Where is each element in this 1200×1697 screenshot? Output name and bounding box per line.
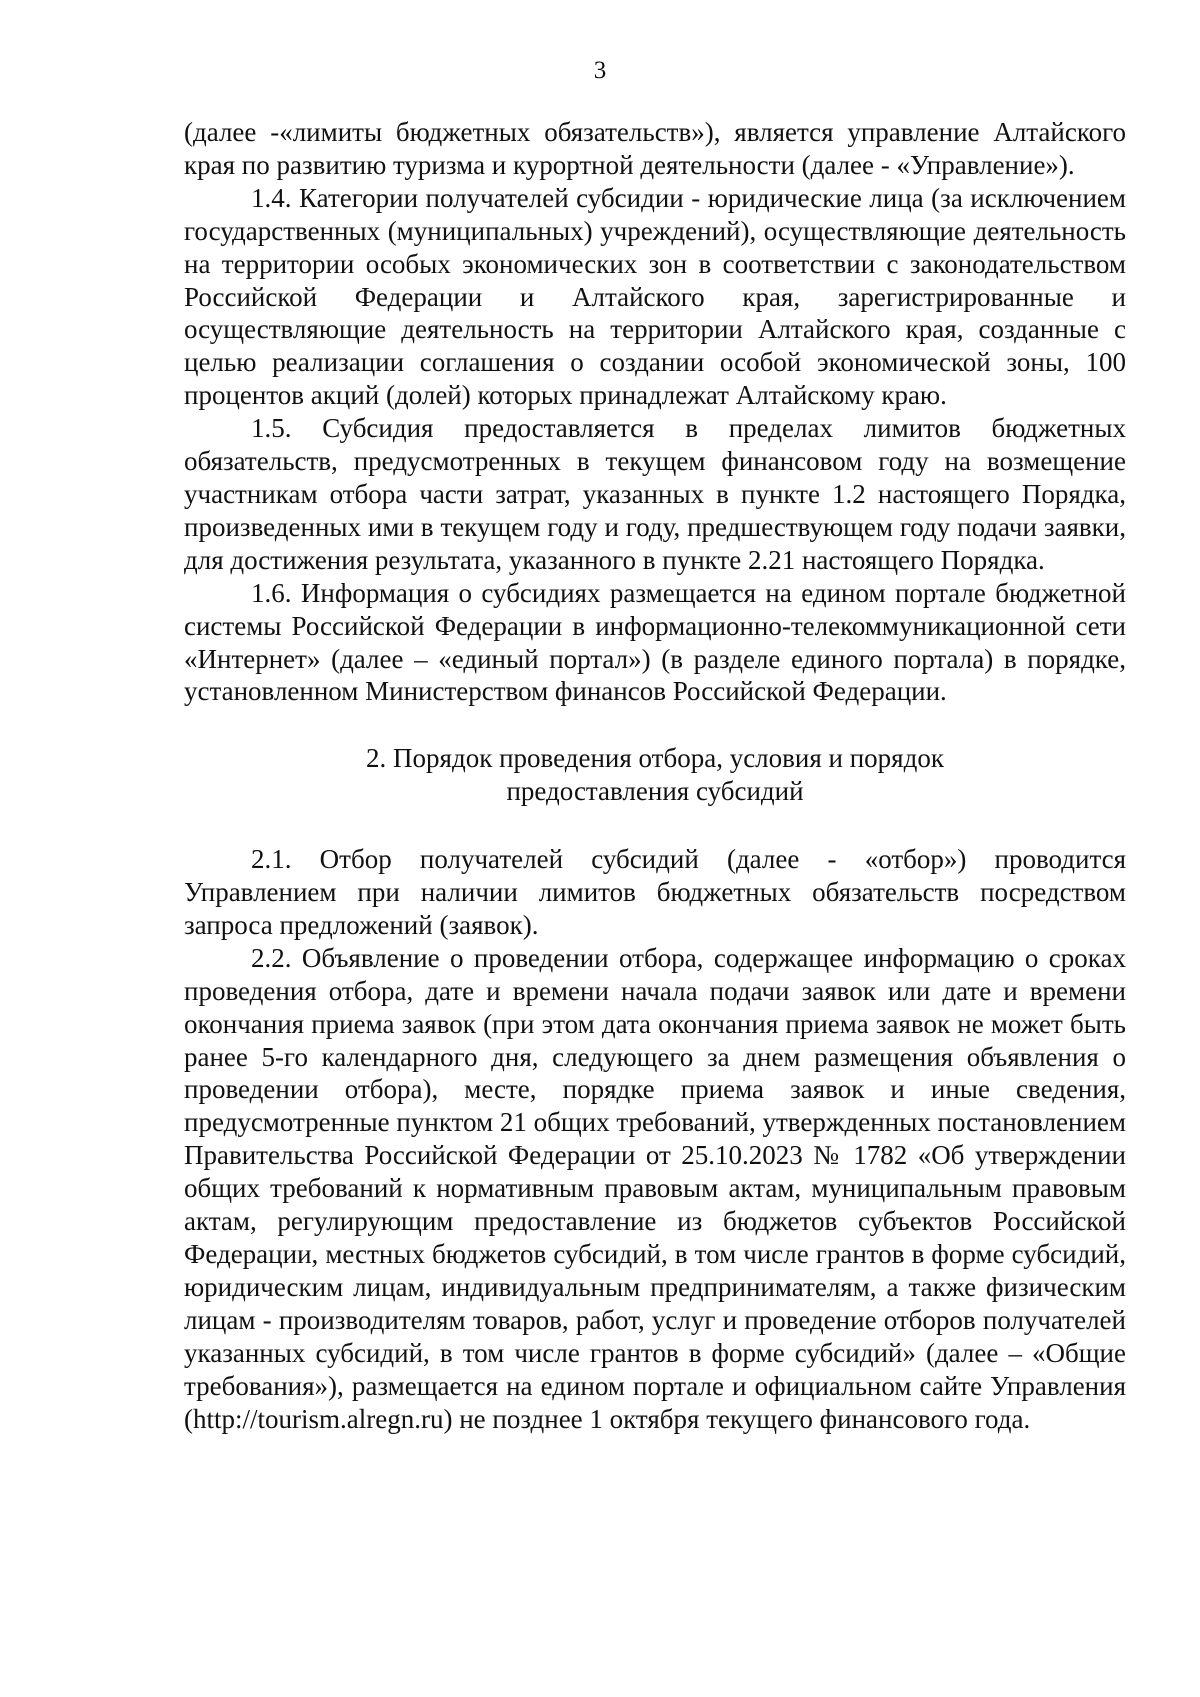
page-number: 3 — [593, 57, 607, 84]
paragraph-2-1: 2.1. Отбор получателей субсидий (далее - «отбор») проводится Управлением при наличии лимитов бюджетных обязательств посредством запроса предложений (заявок). — [184, 844, 1126, 940]
section-heading-line-2: предоставления субсидий — [506, 776, 804, 807]
paragraph-1-4: 1.4. Категории получателей субсидии - юридические лица (за исключением государственных (муниципальных) учреждений), осуществляющие деятельность на территории особых экономических зон в соответствии с законодательством Российской Федерации и Алтайского края, зарегистрированные и осуществляющие деятельность на территории Алтайского края, созданные с целью реализации соглашения о создании особой экономической зоны, 100 процентов акций (долей) которых принадлежат Алтайскому краю. — [184, 182, 1126, 411]
section-heading-line-1: 2. Порядок проведения отбора, условия и порядок — [366, 743, 944, 774]
paragraph-continuation: (далее -«лимиты бюджетных обязательств»), является управление Алтайского края по развитию туризма и курортной деятельности (далее - «Управление»). — [184, 117, 1126, 180]
paragraph-1-6: 1.6. Информация о субсидиях размещается на едином портале бюджетной системы Российской Федерации в информационно-телекоммуникационной сети «Интернет» (далее – «единый портал») (в разделе единого портала) в порядке, установленном Министерством финансов Российской Федерации. — [184, 577, 1126, 707]
paragraph-1-5: 1.5. Субсидия предоставляется в пределах лимитов бюджетных обязательств, предусмотренных в текущем финансовом году на возмещение участникам отбора части затрат, указанных в пункте 1.2 настоящего Порядка, произведенных ими в текущем году и году, предшествующем году подачи заявки, для достижения результата, указанного в пункте 2.21 настоящего Порядка. — [184, 413, 1126, 575]
document-body — [184, 116, 1126, 1435]
section-heading — [184, 742, 1126, 808]
paragraph-2-2: 2.2. Объявление о проведении отбора, содержащее информацию о сроках проведения отбора, дате и времени начала подачи заявок или дате и времени окончания приема заявок (при этом дата окончания приема заявок не может быть ранее 5-го календарного дня, следующего за днем размещения объявления о проведении отбора), месте, порядке приема заявок и иные сведения, предусмотренные пунктом 21 общих требований, утвержденных постановлением Правительства Российской Федерации от 25.10.2023 № 1782 «Об утверждении общих требований к нормативным правовым актам, муниципальным правовым актам, регулирующим предоставление из бюджетов субъектов Российской Федерации, местных бюджетов субсидий, в том числе грантов в форме субсидий, юридическим лицам, индивидуальным предпринимателям, а также физическим лицам - производителям товаров, работ, услуг и проведение отборов получателей указанных субсидий, в том числе грантов в форме субсидий» (далее – «Общие требования»), размещается на едином портале и официальном сайте Управления (http://tourism.alregn.ru) не позднее 1 октября текущего финансового года. — [184, 942, 1126, 1434]
